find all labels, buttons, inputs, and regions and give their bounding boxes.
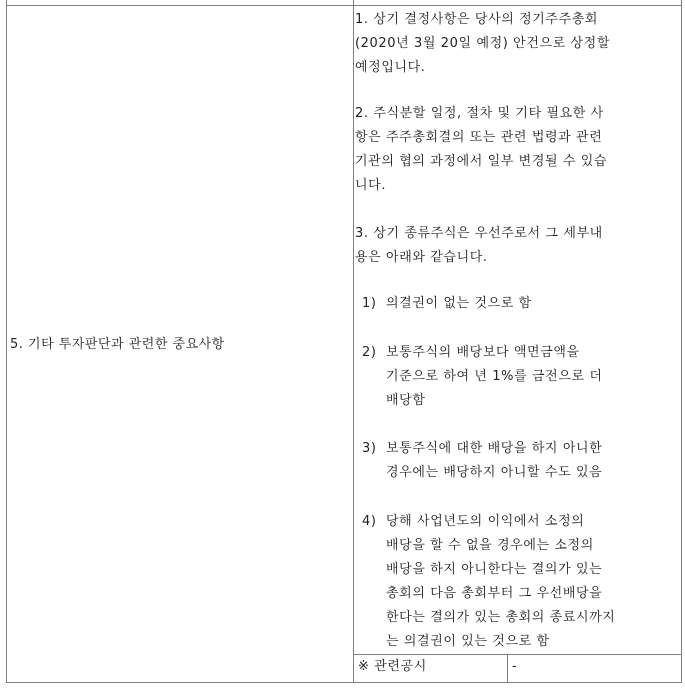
list-item-2 — [362, 341, 603, 413]
paragraph-line: 2. 주식분할 일정, 절차 및 기타 필요한 사 — [355, 106, 604, 121]
item-line: 총회의 다음 총회부터 그 우선배당을 — [386, 586, 603, 601]
paragraph-line: 용은 아래와 같습니다. — [355, 250, 488, 265]
item-line: 의결권이 없는 것으로 함 — [386, 296, 532, 311]
paragraph-line: 기관의 협의 과정에서 일부 변경될 수 있습 — [355, 154, 608, 169]
table-border-left — [6, 0, 7, 683]
item-number: 1) — [362, 296, 377, 311]
item-line: 배당함 — [386, 393, 426, 408]
related-disclosure-value: - — [512, 659, 517, 674]
item-line: 보통주식에 대한 배당을 하지 아니한 — [386, 441, 603, 456]
paragraph-line: 3. 상기 종류주식은 우선주로서 그 세부내 — [355, 226, 603, 241]
table-border-top — [6, 5, 682, 6]
item-line: 배당을 할 수 없을 경우에는 소정의 — [386, 538, 594, 553]
item-line: 는 의결권이 있는 것으로 함 — [386, 634, 550, 649]
column-divider — [353, 0, 354, 683]
item-line: 보통주식의 배당보다 액면금액을 — [386, 345, 580, 360]
item-line: 당해 사업년도의 이익에서 소정의 — [386, 514, 585, 529]
item-number: 4) — [362, 514, 377, 529]
item-number: 2) — [362, 345, 377, 360]
item-line: 한다는 결의가 있는 총회의 종료시까지 — [386, 610, 616, 625]
table-border-right — [681, 0, 682, 683]
paragraph-line: (2020년 3월 20일 예정) 안건으로 상정할 — [355, 36, 610, 51]
item-line: 기준으로 하여 년 1%를 금전으로 더 — [386, 369, 603, 384]
row-label: 5. 기타 투자판단과 관련한 중요사항 — [10, 337, 225, 352]
list-item-4 — [362, 510, 615, 654]
item-line: 경우에는 배당하지 아니할 수도 있음 — [386, 465, 603, 480]
list-item-1 — [362, 292, 532, 316]
table-border-bottom — [6, 682, 682, 683]
paragraph-2 — [355, 102, 677, 198]
reference-row-divider — [353, 654, 682, 655]
paragraph-line: 항은 주주총회결의 또는 관련 법령과 관련 — [355, 130, 603, 145]
list-item-3 — [362, 437, 602, 485]
item-number: 3) — [362, 441, 377, 456]
item-line: 배당을 하지 아니한다는 결의가 있는 — [386, 562, 603, 577]
paragraph-1 — [355, 8, 677, 80]
paragraph-line: 1. 상기 결정사항은 당사의 정기주주총회 — [355, 12, 599, 27]
paragraph-3 — [355, 222, 677, 270]
paragraph-line: 예정입니다. — [355, 60, 426, 75]
paragraph-line: 니다. — [355, 178, 387, 193]
related-disclosure-label: ※ 관련공시 — [358, 659, 427, 674]
reference-cell-divider — [507, 654, 508, 683]
